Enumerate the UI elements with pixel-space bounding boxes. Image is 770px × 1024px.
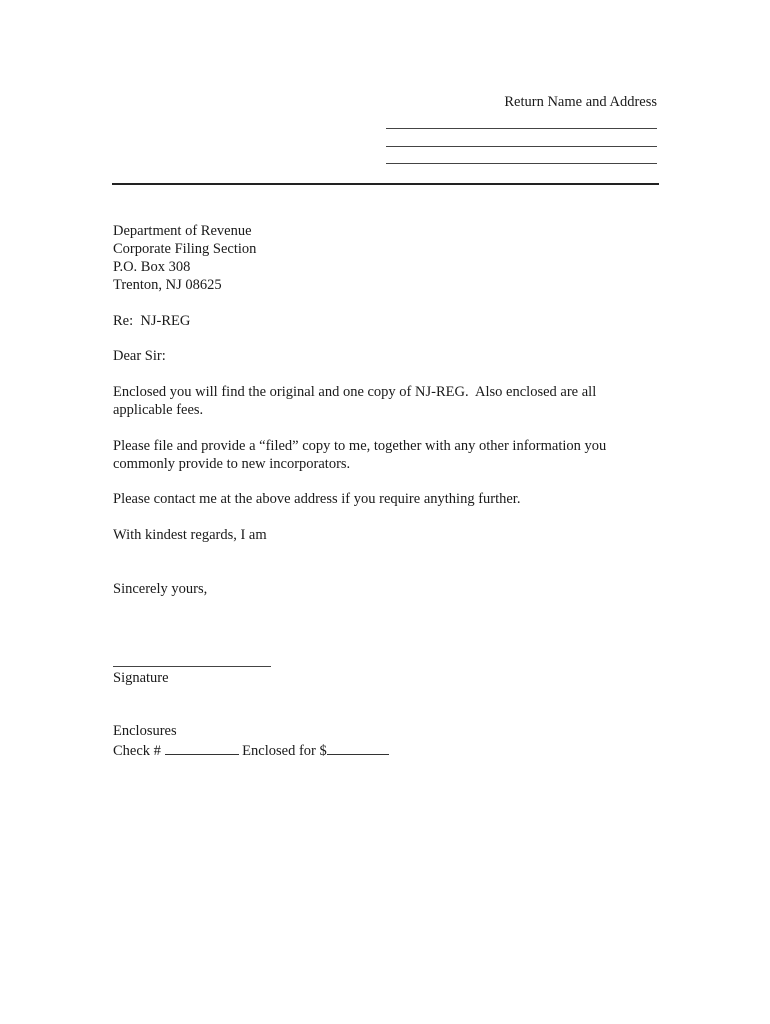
salutation: Dear Sir: (113, 348, 166, 364)
check-number-label: Check # (113, 743, 165, 759)
enclosed-for-label: Enclosed for $ (238, 743, 327, 759)
recipient-line-4: Trenton, NJ 08625 (113, 277, 222, 293)
header-separator (112, 183, 659, 185)
enclosures-check-row (113, 740, 389, 760)
enclosures-heading: Enclosures (113, 723, 177, 739)
paragraph-3: Please contact me at the above address if you require anything further. (113, 491, 521, 507)
paragraph-4: With kindest regards, I am (113, 527, 267, 543)
recipient-line-1: Department of Revenue (113, 223, 252, 239)
check-number-blank[interactable] (165, 740, 239, 755)
re-line: Re: NJ-REG (113, 313, 191, 329)
closing: Sincerely yours, (113, 581, 208, 597)
enclosed-amount-blank[interactable] (327, 740, 389, 755)
return-address-line-1[interactable] (386, 128, 657, 129)
paragraph-1-line-2: applicable fees. (113, 402, 204, 418)
signature-label: Signature (113, 670, 169, 686)
recipient-line-2: Corporate Filing Section (113, 241, 257, 257)
return-address-line-3[interactable] (386, 163, 657, 164)
paragraph-2-line-1: Please file and provide a “filed” copy to me, together with any other information you (113, 438, 607, 454)
recipient-line-3: P.O. Box 308 (113, 259, 191, 275)
paragraph-2-line-2: commonly provide to new incorporators. (113, 456, 351, 472)
signature-line[interactable] (113, 666, 271, 667)
return-address-line-2[interactable] (386, 146, 657, 147)
return-address-heading: Return Name and Address (504, 94, 657, 110)
paragraph-1-line-1: Enclosed you will find the original and one copy of NJ-REG. Also enclosed are all (113, 384, 597, 400)
